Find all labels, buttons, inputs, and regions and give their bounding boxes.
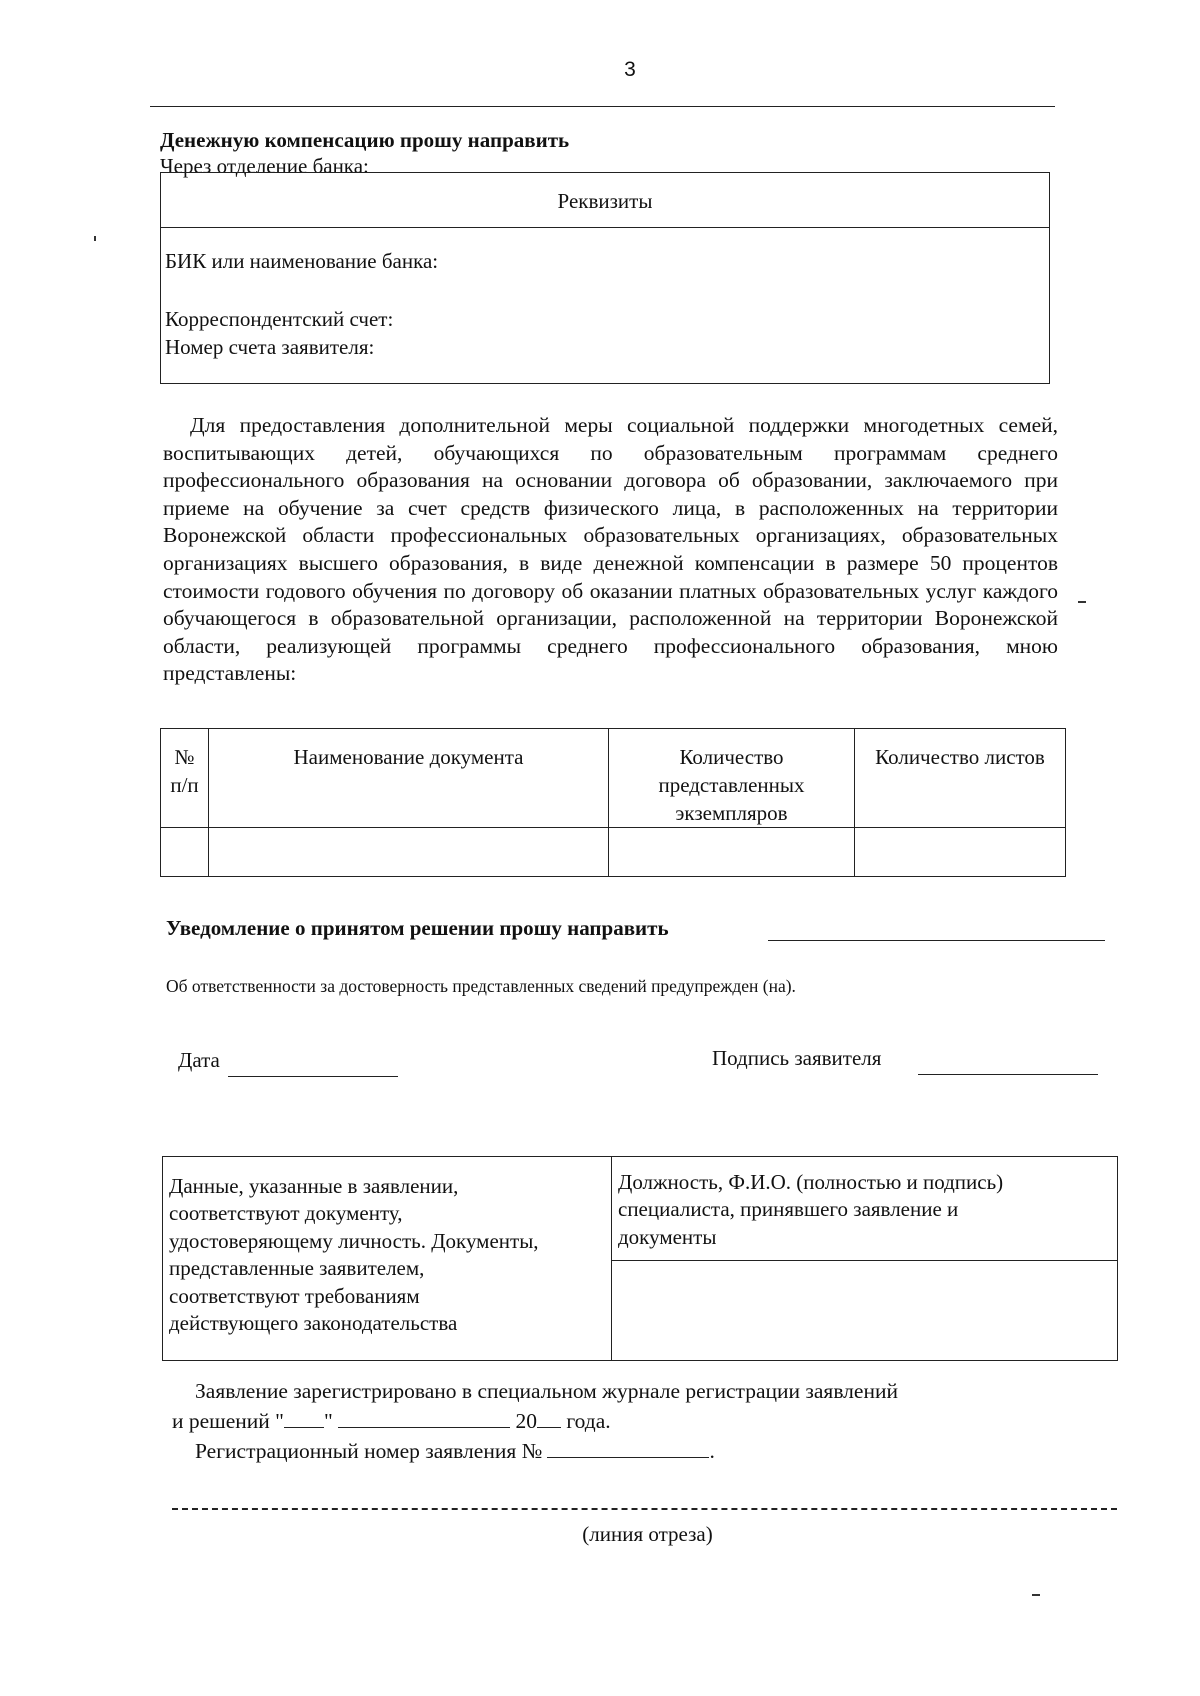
- registration-number-label: Регистрационный номер заявления №: [195, 1439, 543, 1463]
- registration-line-1: Заявление зарегистрировано в специальном журнале регистрации заявлений: [195, 1379, 898, 1403]
- signature-input-line[interactable]: [918, 1074, 1098, 1075]
- empty-cell[interactable]: [209, 828, 609, 877]
- year-prefix: 20: [515, 1409, 537, 1433]
- verification-line: представленные заявителем,: [169, 1256, 425, 1281]
- notification-input-line[interactable]: [768, 940, 1105, 941]
- col-copies-line1: Количество: [679, 745, 784, 769]
- verification-line: Данные, указанные в заявлении,: [169, 1174, 459, 1198]
- applicant-account-field[interactable]: Номер счета заявителя:: [165, 335, 375, 359]
- main-paragraph: [163, 412, 1058, 688]
- main-paragraph-text: Для предоставления дополнительной меры социальной поддержки многодетных семей, воспитывающих детей, обучающихся по образовательным программам среднего профессионального образования на основании договора об образовании, заключаемого при приеме на обучение за счет средств физического лица, в расположенных на территории Воронежской области профессиональных образовательных организациях, образовательных организациях высшего образования, в виде денежной компенсации в размере 50 процентов стоимости годового обучения по договору об оказании платных образовательных услуг каждого обучающегося в образовательной организации, расположенной на территории Воронежской области, реализующей программы среднего профессионального образования, мною представлены:: [163, 413, 1058, 686]
- empty-cell[interactable]: [161, 828, 209, 877]
- verification-statement-cell: [163, 1157, 612, 1361]
- specialist-header-cell: [612, 1157, 1118, 1261]
- col-name-label: Наименование документа: [293, 745, 524, 769]
- year-input-line[interactable]: [537, 1409, 561, 1428]
- quote-close: ": [323, 1409, 333, 1433]
- year-suffix: года.: [566, 1409, 611, 1433]
- verification-line: удостоверяющему личность. Документы,: [169, 1228, 539, 1253]
- empty-cell[interactable]: [609, 828, 855, 877]
- documents-table: [160, 728, 1066, 877]
- specialist-line: специалиста, принявшего заявление и: [618, 1197, 959, 1222]
- date-label: Дата: [178, 1048, 220, 1072]
- col-name-header: [209, 729, 609, 828]
- col-number-line1: №: [174, 745, 195, 769]
- col-copies-header: [609, 729, 855, 828]
- requisites-box: [160, 172, 1050, 384]
- corr-account-field[interactable]: Корреспондентский счет:: [165, 307, 394, 331]
- verification-line: действующего законодательства: [169, 1311, 458, 1336]
- registration-line-2: [172, 1409, 611, 1434]
- bank-field[interactable]: БИК или наименование банка:: [165, 249, 439, 273]
- col-copies-line2: представленных: [658, 773, 805, 797]
- registration-number-input-line[interactable]: [547, 1439, 709, 1458]
- day-input-line[interactable]: [284, 1409, 324, 1428]
- cut-line: [172, 1508, 1117, 1510]
- verification-line: соответствуют документу,: [169, 1201, 403, 1226]
- empty-cell[interactable]: [855, 828, 1066, 877]
- responsibility-note: Об ответственности за достоверность представленных сведений предупрежден (на).: [166, 976, 796, 996]
- compensation-heading: Денежную компенсацию прошу направить: [160, 128, 570, 152]
- specialist-signature-cell[interactable]: [612, 1261, 1118, 1361]
- documents-table-header: [161, 729, 1066, 828]
- cut-line-caption: (линия отреза): [582, 1522, 713, 1546]
- page-number: 3: [624, 58, 636, 81]
- requisites-header: Реквизиты: [161, 173, 1049, 228]
- col-number-line2: п/п: [170, 773, 199, 797]
- scan-speck: [1032, 1594, 1040, 1596]
- registration-decisions-label: и решений ": [172, 1409, 284, 1433]
- table-row: [161, 828, 1066, 877]
- col-sheets-label: Количество листов: [875, 745, 1045, 769]
- scan-speck: [94, 236, 96, 241]
- top-rule: [150, 106, 1055, 107]
- col-copies-line3: экземпляров: [675, 801, 788, 825]
- scan-speck: [1078, 601, 1086, 603]
- registration-number-end: .: [709, 1439, 715, 1463]
- col-number-header: [161, 729, 209, 828]
- signature-label: Подпись заявителя: [712, 1046, 882, 1070]
- specialist-line: Должность, Ф.И.О. (полностью и подпись): [618, 1170, 1004, 1194]
- col-sheets-header: [855, 729, 1066, 828]
- registration-line-3: [195, 1439, 715, 1464]
- specialist-line: документы: [618, 1224, 717, 1249]
- verification-line: соответствуют требованиям: [169, 1283, 420, 1308]
- verification-table: [162, 1156, 1118, 1361]
- month-input-line[interactable]: [338, 1409, 510, 1428]
- via-bank-label: Через отделение банка:: [160, 154, 369, 178]
- date-input-line[interactable]: [228, 1076, 398, 1077]
- notification-label: Уведомление о принятом решении прошу направить: [166, 916, 669, 940]
